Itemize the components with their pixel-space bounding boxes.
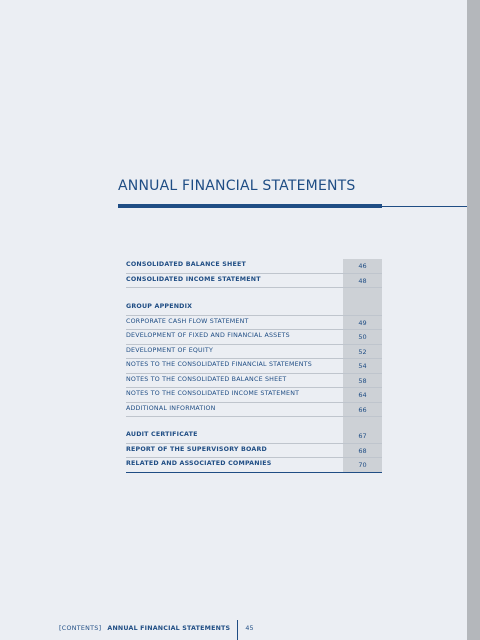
toc-item-notes-to-the-consolidated-income-statement[interactable] — [126, 388, 382, 403]
toc-item-label: RELATED AND ASSOCIATED COMPANIES — [126, 460, 272, 467]
toc-item-label: NOTES TO THE CONSOLIDATED FINANCIAL STATEMENTS — [126, 361, 312, 368]
toc-item-page: 64 — [343, 388, 382, 402]
toc-item-page: 67 — [343, 429, 382, 443]
footer-section-title: ANNUAL FINANCIAL STATEMENTS — [107, 624, 231, 632]
toc-item-page: 54 — [343, 359, 382, 373]
toc-item-page: 70 — [343, 458, 382, 472]
toc-item-audit-certificate[interactable] — [126, 429, 382, 444]
table-of-contents — [126, 259, 382, 473]
toc-item-label: DEVELOPMENT OF FIXED AND FINANCIAL ASSETS — [126, 332, 290, 339]
toc-item-label: DEVELOPMENT OF EQUITY — [126, 346, 213, 354]
toc-item-label: CORPORATE CASH FLOW STATEMENT — [126, 317, 249, 325]
toc-item-label: CONSOLIDATED BALANCE SHEET — [126, 261, 246, 268]
toc-item-development-of-fixed-and-financial-assets[interactable] — [126, 330, 382, 345]
toc-item-page: 48 — [343, 274, 382, 288]
toc-spacer — [126, 288, 382, 301]
footer-divider — [237, 620, 238, 640]
toc-item-page: 52 — [343, 345, 382, 359]
section-title: ANNUAL FINANCIAL STATEMENTS — [118, 178, 356, 194]
toc-item-additional-information[interactable] — [126, 403, 382, 418]
toc-item-page: 46 — [343, 259, 382, 273]
toc-item-label: AUDIT CERTIFICATE — [126, 431, 198, 438]
toc-item-label: NOTES TO THE CONSOLIDATED BALANCE SHEET — [126, 375, 287, 383]
page-footer — [59, 618, 254, 630]
toc-item-page: 50 — [343, 330, 382, 344]
toc-item-page: 58 — [343, 374, 382, 388]
toc-item-page: 49 — [343, 316, 382, 330]
toc-spacer — [126, 417, 382, 429]
toc-item-development-of-equity[interactable] — [126, 345, 382, 360]
toc-item-label: NOTES TO THE CONSOLIDATED INCOME STATEMENT — [126, 390, 300, 397]
toc-item-notes-to-the-consolidated-financial-statements[interactable] — [126, 359, 382, 374]
toc-heading-label: GROUP APPENDIX — [126, 303, 193, 310]
toc-item-page: 66 — [343, 403, 382, 417]
toc-item-notes-to-the-consolidated-balance-sheet[interactable] — [126, 374, 382, 389]
toc-item-consolidated-balance-sheet[interactable] — [126, 259, 382, 274]
toc-item-related-and-associated-companies[interactable] — [126, 458, 382, 473]
footer-contents-link[interactable]: [CONTENTS] — [59, 624, 102, 632]
toc-item-corporate-cash-flow-statement[interactable] — [126, 316, 382, 331]
toc-heading-page-cell — [343, 301, 382, 315]
title-rule-thick — [118, 204, 382, 208]
toc-item-label: CONSOLIDATED INCOME STATEMENT — [126, 275, 261, 283]
footer-page-number: 45 — [245, 624, 254, 632]
toc-item-label: ADDITIONAL INFORMATION — [126, 404, 216, 412]
toc-item-report-of-the-supervisory-board[interactable] — [126, 444, 382, 459]
toc-item-consolidated-income-statement[interactable] — [126, 274, 382, 289]
toc-item-label: REPORT OF THE SUPERVISORY BOARD — [126, 445, 267, 453]
toc-heading-group-appendix — [126, 301, 382, 316]
toc-item-page: 68 — [343, 444, 382, 458]
